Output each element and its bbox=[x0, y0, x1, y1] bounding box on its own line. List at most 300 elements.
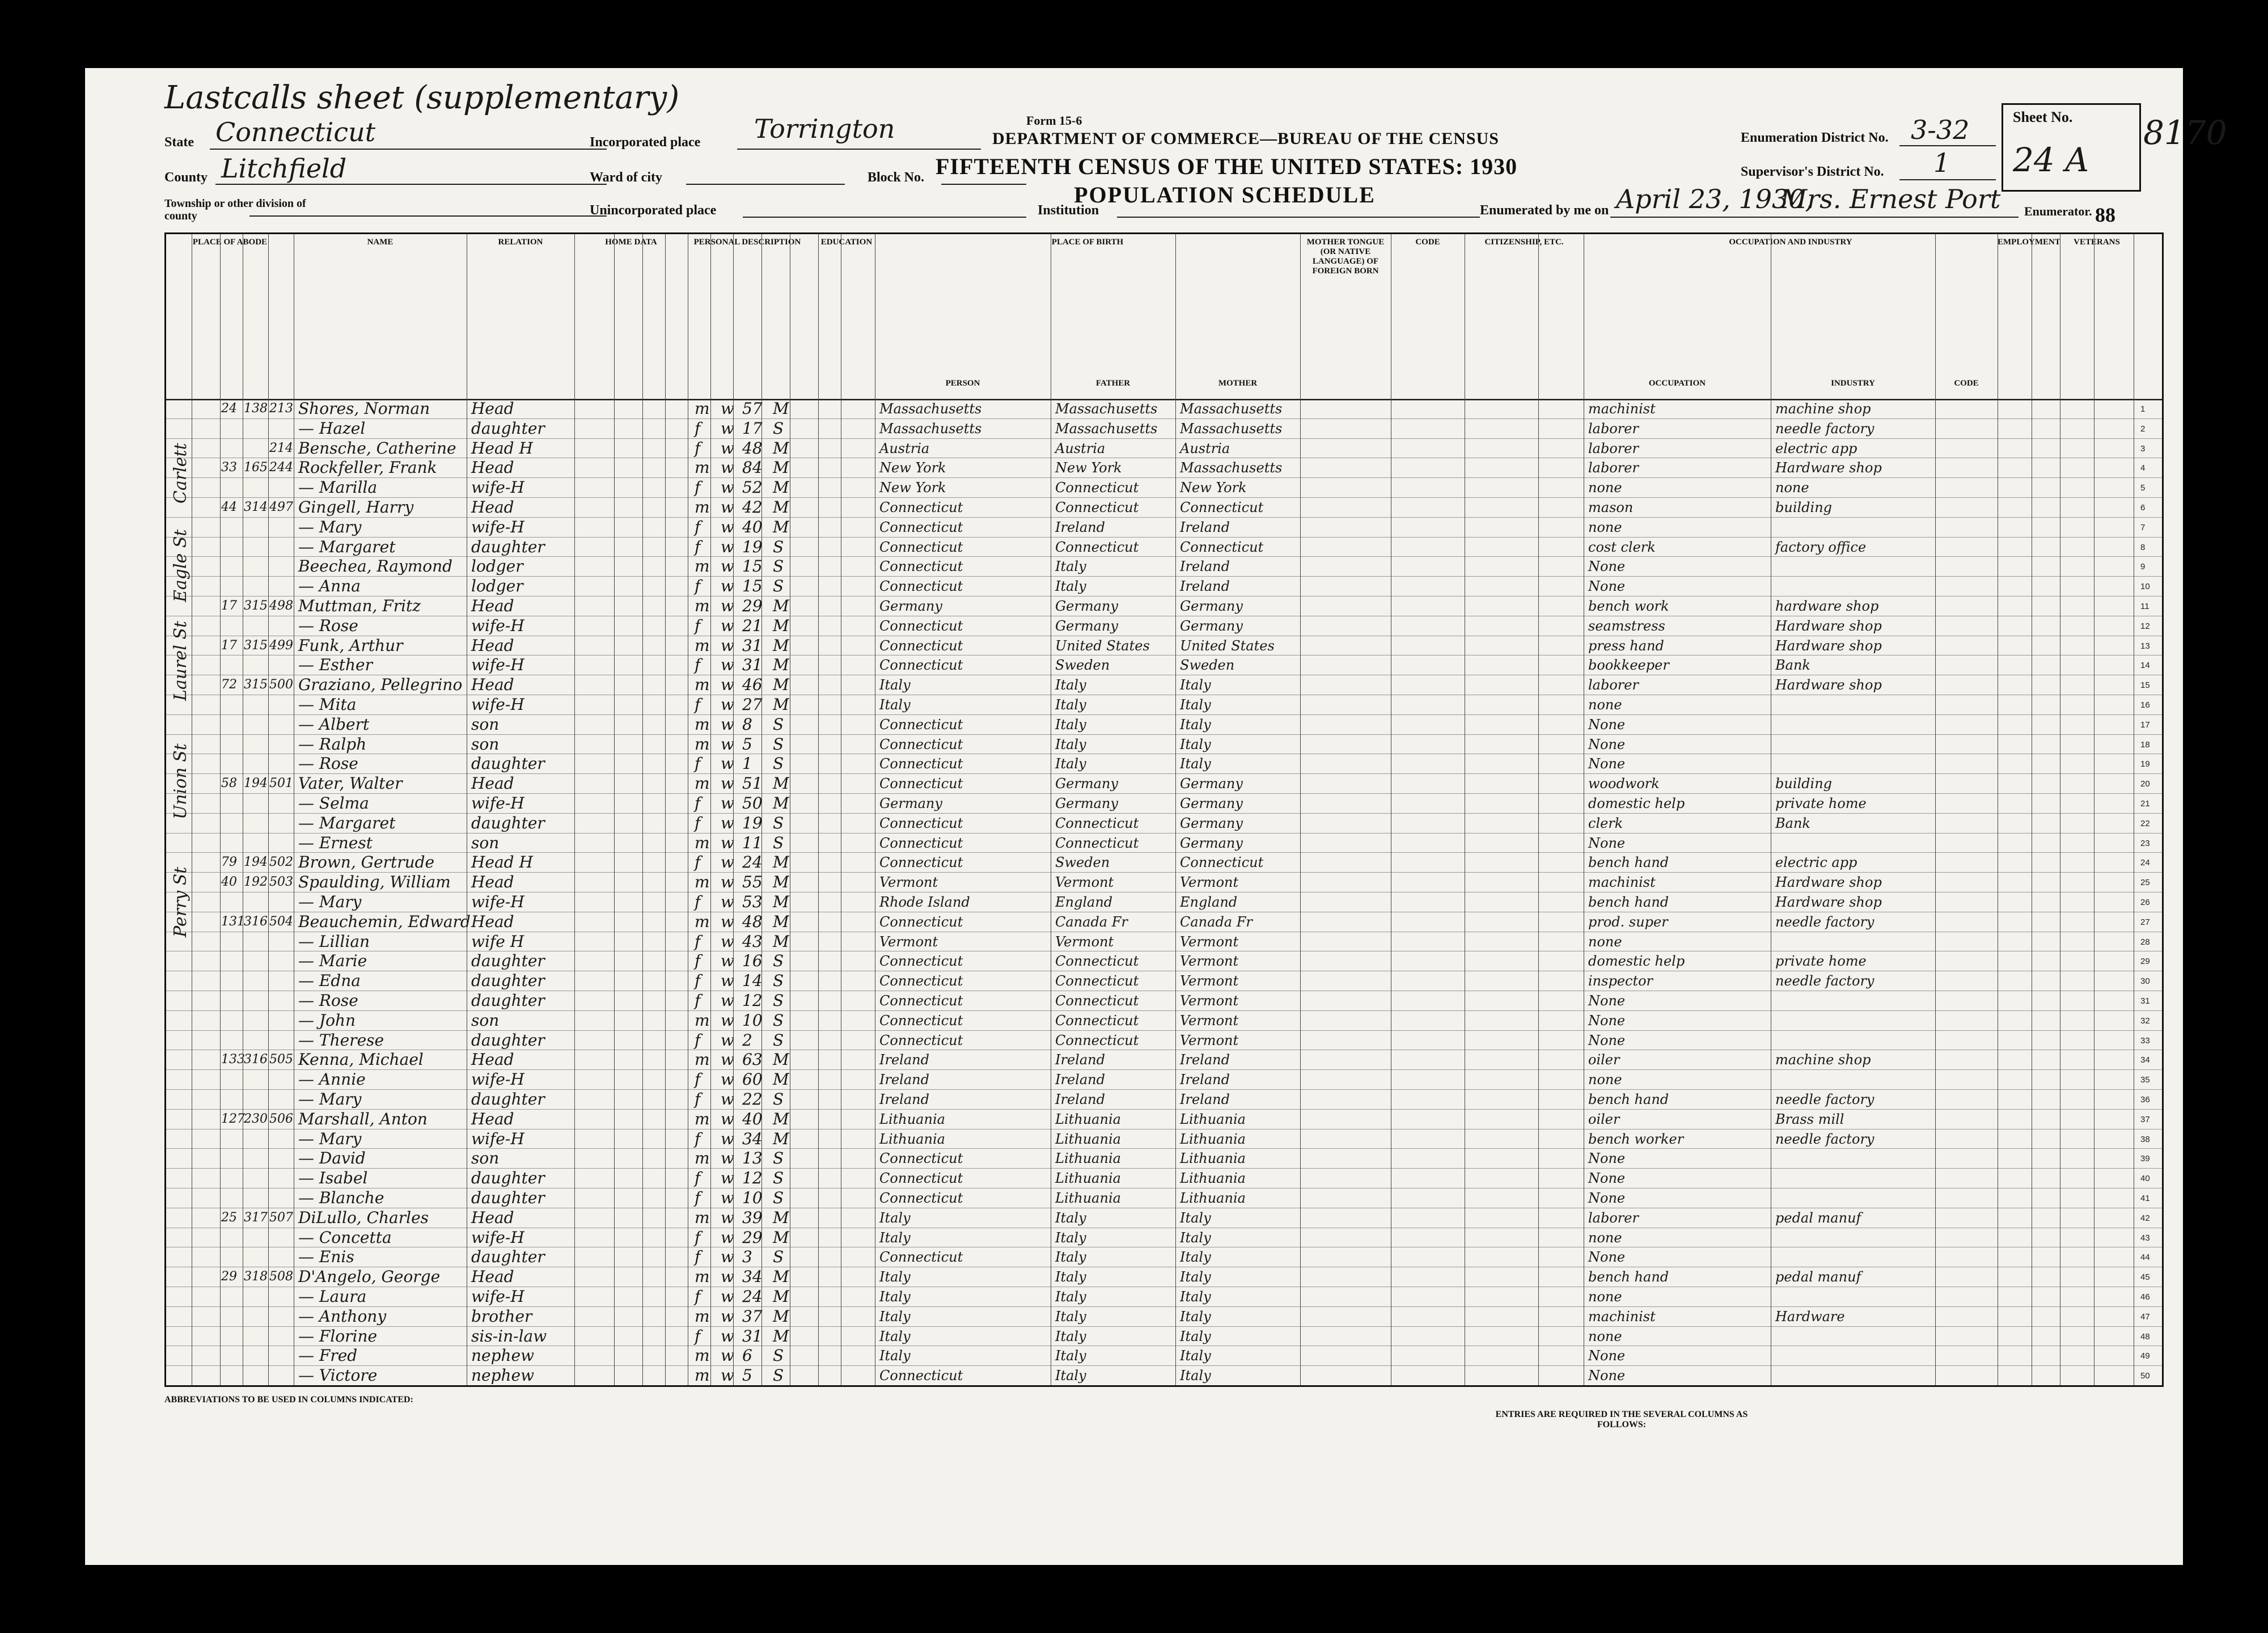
cell-mb: Italy bbox=[1180, 1269, 1211, 1285]
cell-ms: S bbox=[773, 734, 784, 754]
cell-ind: Hardware shop bbox=[1775, 894, 1882, 910]
cell-h: 131 bbox=[221, 914, 245, 929]
cell-sex: f bbox=[695, 438, 701, 458]
cell-sex: m bbox=[695, 1109, 710, 1128]
cell-ms: M bbox=[773, 399, 789, 418]
cell-ind: private home bbox=[1775, 796, 1867, 811]
cell-ind: Hardware bbox=[1775, 1308, 1845, 1325]
column-subheader: CODE bbox=[1954, 379, 1979, 388]
cell-sex: f bbox=[695, 517, 701, 536]
cell-f: 504 bbox=[269, 914, 293, 929]
cell-fb: Italy bbox=[1055, 1289, 1086, 1305]
cell-mb: Vermont bbox=[1180, 1012, 1239, 1029]
cell-name: — Mary bbox=[298, 1129, 362, 1148]
cell-occ: bench hand bbox=[1588, 894, 1669, 910]
census-title: FIFTEENTH CENSUS OF THE UNITED STATES: 1930 bbox=[936, 154, 1518, 179]
cell-sex: f bbox=[695, 754, 701, 773]
cell-ind: Hardware shop bbox=[1775, 637, 1882, 654]
cell-age: 3 bbox=[742, 1247, 752, 1267]
cell-ms: M bbox=[773, 932, 789, 951]
cell-race: w bbox=[721, 714, 734, 734]
cell-race: w bbox=[721, 1070, 734, 1089]
cell-pb: Italy bbox=[879, 697, 911, 713]
cell-f: 508 bbox=[269, 1270, 293, 1284]
cell-pb: Connecticut bbox=[879, 1150, 963, 1167]
cell-race: w bbox=[721, 873, 734, 892]
cell-ind: Brass mill bbox=[1775, 1111, 1844, 1127]
cell-rel: son bbox=[471, 734, 500, 754]
cell-race: w bbox=[721, 912, 734, 931]
cell-f: 497 bbox=[269, 500, 293, 514]
cell-race: w bbox=[721, 1050, 734, 1069]
cell-mb: Massachusetts bbox=[1180, 420, 1283, 437]
cell-race: w bbox=[721, 892, 734, 911]
cell-occ: none bbox=[1588, 697, 1622, 713]
cell-fb: Lithuania bbox=[1055, 1190, 1121, 1206]
cell-sex: m bbox=[695, 734, 710, 754]
cell-sex: f bbox=[695, 478, 701, 497]
cell-h: 79 bbox=[221, 855, 237, 870]
cell-race: w bbox=[721, 813, 734, 832]
cell-occ: laborer bbox=[1588, 420, 1639, 437]
cell-race: w bbox=[721, 1346, 734, 1365]
cell-race: w bbox=[721, 1010, 734, 1030]
cell-occ: None bbox=[1588, 756, 1626, 772]
column-rule bbox=[1175, 234, 1176, 1385]
cell-fb: Connecticut bbox=[1055, 835, 1139, 851]
cell-mb: Austria bbox=[1180, 440, 1230, 456]
supervisor-label: Supervisor's District No. bbox=[1741, 164, 1884, 179]
cell-sex: m bbox=[695, 636, 710, 655]
cell-name: — Enis bbox=[298, 1247, 354, 1267]
cell-name: — Anthony bbox=[298, 1306, 387, 1326]
cell-occ: None bbox=[1588, 578, 1626, 595]
enumerated-date: April 23, 1930, bbox=[1616, 184, 1814, 214]
cell-rel: Head bbox=[471, 1267, 514, 1287]
cell-ms: M bbox=[773, 1070, 789, 1089]
cell-rel: nephew bbox=[471, 1346, 535, 1365]
cell-name: — John bbox=[298, 1010, 356, 1030]
column-rule bbox=[1935, 234, 1936, 1385]
cell-name: Vater, Walter bbox=[298, 774, 403, 793]
table-row bbox=[166, 1010, 2162, 1011]
cell-d: 314 bbox=[244, 500, 268, 514]
cell-ind: needle factory bbox=[1775, 1092, 1875, 1107]
cell-age: 2 bbox=[742, 1030, 752, 1050]
cell-age: 24 bbox=[742, 1287, 763, 1306]
cell-sex: f bbox=[695, 695, 701, 714]
cell-name: Beechea, Raymond bbox=[298, 557, 453, 576]
cell-race: w bbox=[721, 537, 734, 556]
cell-fb: Connecticut bbox=[1055, 1032, 1139, 1048]
row-number: 49 bbox=[2140, 1351, 2150, 1361]
cell-ms: M bbox=[773, 1306, 789, 1326]
cell-d: 318 bbox=[244, 1270, 268, 1284]
column-rule bbox=[1538, 234, 1539, 1385]
cell-name: — Rose bbox=[298, 754, 358, 773]
cell-fb: Sweden bbox=[1055, 854, 1110, 871]
table-row bbox=[166, 773, 2162, 774]
cell-pb: New York bbox=[879, 460, 946, 476]
cell-mb: Connecticut bbox=[1180, 854, 1264, 871]
cell-fb: Connecticut bbox=[1055, 815, 1139, 831]
cell-mb: Massachusetts bbox=[1180, 460, 1283, 476]
cell-h: 17 bbox=[221, 599, 237, 613]
cell-pb: Connecticut bbox=[879, 1170, 963, 1187]
cell-mb: Germany bbox=[1180, 815, 1243, 831]
cell-fb: Italy bbox=[1055, 1229, 1086, 1246]
cell-pb: Connecticut bbox=[879, 913, 963, 930]
cell-rel: Head bbox=[471, 1208, 514, 1227]
cell-mb: Vermont bbox=[1180, 953, 1239, 970]
cell-ms: M bbox=[773, 1109, 789, 1128]
cell-ind: needle factory bbox=[1775, 420, 1875, 437]
cell-d: 315 bbox=[244, 638, 268, 653]
cell-sex: f bbox=[695, 537, 701, 556]
cell-pb: Italy bbox=[879, 1269, 911, 1285]
cell-race: w bbox=[721, 517, 734, 536]
cell-occ: bench worker bbox=[1588, 1131, 1684, 1147]
street-name: Carlett bbox=[171, 443, 191, 504]
cell-fb: Connecticut bbox=[1055, 973, 1139, 989]
row-number: 45 bbox=[2140, 1272, 2150, 1283]
cell-fb: Italy bbox=[1055, 1308, 1086, 1325]
cell-d: 316 bbox=[244, 914, 268, 929]
cell-race: w bbox=[721, 1287, 734, 1306]
cell-race: w bbox=[721, 1366, 734, 1385]
cell-fb: Connecticut bbox=[1055, 480, 1139, 496]
cell-f: 501 bbox=[269, 776, 293, 791]
cell-pb: Connecticut bbox=[879, 657, 963, 674]
cell-rel: daughter bbox=[471, 1030, 545, 1050]
cell-fb: Vermont bbox=[1055, 933, 1114, 950]
cell-age: 10 bbox=[742, 1010, 763, 1030]
cell-f: 506 bbox=[269, 1111, 293, 1126]
cell-rel: Head bbox=[471, 675, 514, 695]
cell-occ: seamstress bbox=[1588, 617, 1665, 634]
cell-age: 14 bbox=[742, 971, 763, 991]
cell-ms: M bbox=[773, 655, 789, 675]
cell-age: 40 bbox=[742, 1109, 763, 1128]
cell-sex: m bbox=[695, 596, 710, 615]
row-number: 31 bbox=[2140, 996, 2150, 1006]
ward-label: Ward of city bbox=[590, 170, 662, 185]
row-number: 21 bbox=[2140, 799, 2150, 809]
cell-ind: factory office bbox=[1775, 539, 1867, 555]
cell-fb: Sweden bbox=[1055, 657, 1110, 674]
row-number: 28 bbox=[2140, 937, 2150, 947]
row-number: 24 bbox=[2140, 858, 2150, 868]
cell-name: — Albert bbox=[298, 714, 370, 734]
cell-race: w bbox=[721, 655, 734, 675]
cell-race: w bbox=[721, 557, 734, 576]
cell-race: w bbox=[721, 1090, 734, 1109]
cell-occ: none bbox=[1588, 480, 1622, 496]
cell-sex: f bbox=[695, 1169, 701, 1188]
cell-occ: clerk bbox=[1588, 815, 1623, 831]
cell-age: 13 bbox=[742, 1149, 763, 1168]
row-number: 13 bbox=[2140, 641, 2150, 651]
cell-ind: private home bbox=[1775, 953, 1867, 970]
cell-name: — Ralph bbox=[298, 734, 367, 754]
cell-ms: M bbox=[773, 873, 789, 892]
cell-age: 19 bbox=[742, 537, 763, 556]
cell-h: 72 bbox=[221, 678, 237, 692]
cell-pb: Connecticut bbox=[879, 578, 963, 595]
cell-name: — Marilla bbox=[298, 478, 378, 497]
cell-mb: Vermont bbox=[1180, 973, 1239, 989]
column-rule bbox=[1300, 234, 1301, 1385]
cell-rel: wife-H bbox=[471, 1228, 524, 1247]
cell-mb: Vermont bbox=[1180, 874, 1239, 891]
cell-mb: Ireland bbox=[1180, 559, 1230, 575]
cell-occ: None bbox=[1588, 1032, 1626, 1048]
street-name: Laurel St bbox=[171, 620, 191, 701]
column-header: OCCUPATION AND INDUSTRY bbox=[1729, 238, 1852, 247]
column-rule bbox=[268, 234, 269, 1385]
cell-name: — Mita bbox=[298, 695, 357, 714]
cell-f: 503 bbox=[269, 875, 293, 890]
cell-rel: wife-H bbox=[471, 655, 524, 675]
cell-rel: wife-H bbox=[471, 695, 524, 714]
cell-age: 52 bbox=[742, 478, 763, 497]
cell-race: w bbox=[721, 971, 734, 991]
table-header bbox=[166, 234, 2162, 400]
cell-fb: Germany bbox=[1055, 617, 1118, 634]
cell-ms: S bbox=[773, 1346, 784, 1365]
row-number: 46 bbox=[2140, 1292, 2150, 1302]
cell-race: w bbox=[721, 1326, 734, 1346]
table-row bbox=[166, 734, 2162, 735]
cell-rel: daughter bbox=[471, 991, 545, 1010]
cell-occ: domestic help bbox=[1588, 796, 1685, 811]
cell-sex: m bbox=[695, 873, 710, 892]
column-header: EMPLOYMENT bbox=[1998, 238, 2060, 247]
cell-rel: Head H bbox=[471, 438, 533, 458]
column-subheader: PERSON bbox=[945, 379, 980, 388]
cell-mb: Italy bbox=[1180, 736, 1211, 752]
cell-ms: M bbox=[773, 774, 789, 793]
cell-name: — Annie bbox=[298, 1070, 366, 1089]
cell-name: Gingell, Harry bbox=[298, 498, 414, 517]
cell-pb: Ireland bbox=[879, 1072, 929, 1088]
cell-fb: Connecticut bbox=[1055, 1012, 1139, 1029]
cell-age: 5 bbox=[742, 734, 752, 754]
cell-name: — Concetta bbox=[298, 1228, 392, 1247]
cell-ms: M bbox=[773, 498, 789, 517]
cell-fb: Italy bbox=[1055, 716, 1086, 733]
cell-age: 19 bbox=[742, 813, 763, 832]
row-number: 35 bbox=[2140, 1075, 2150, 1085]
cell-pb: Lithuania bbox=[879, 1131, 945, 1147]
cell-race: w bbox=[721, 932, 734, 951]
cell-rel: wife-H bbox=[471, 892, 524, 911]
cell-fb: Ireland bbox=[1055, 1092, 1105, 1107]
cell-fb: Germany bbox=[1055, 598, 1118, 614]
cell-age: 17 bbox=[742, 418, 763, 438]
cell-race: w bbox=[721, 734, 734, 754]
cell-age: 34 bbox=[742, 1129, 763, 1148]
cell-sex: f bbox=[695, 1247, 701, 1267]
cell-age: 31 bbox=[742, 1326, 763, 1346]
cell-race: w bbox=[721, 774, 734, 793]
cell-race: w bbox=[721, 1188, 734, 1207]
abbreviations-title: ABBREVIATIONS TO BE USED IN COLUMNS INDICATED: bbox=[164, 1395, 413, 1404]
cell-occ: oiler bbox=[1588, 1052, 1620, 1068]
cell-ms: S bbox=[773, 754, 784, 773]
cell-f: 498 bbox=[269, 599, 293, 613]
page-number: 88 bbox=[2095, 204, 2115, 226]
cell-ms: S bbox=[773, 1169, 784, 1188]
cell-f: 214 bbox=[269, 441, 293, 455]
cell-race: w bbox=[721, 991, 734, 1010]
cell-race: w bbox=[721, 1169, 734, 1188]
cell-pb: Connecticut bbox=[879, 854, 963, 871]
cell-fb: Ireland bbox=[1055, 1052, 1105, 1068]
cell-pb: Germany bbox=[879, 796, 942, 811]
incorporated-value: Torrington bbox=[754, 113, 895, 144]
cell-pb: Ireland bbox=[879, 1092, 929, 1107]
cell-race: w bbox=[721, 458, 734, 477]
cell-fb: Italy bbox=[1055, 756, 1086, 772]
cell-occ: None bbox=[1588, 716, 1626, 733]
row-number: 34 bbox=[2140, 1055, 2150, 1065]
enum-district-label: Enumeration District No. bbox=[1741, 130, 1889, 145]
cell-ind: Bank bbox=[1775, 657, 1810, 674]
cell-rel: daughter bbox=[471, 418, 545, 438]
cell-age: 11 bbox=[742, 833, 763, 852]
cell-mb: Italy bbox=[1180, 677, 1211, 693]
cell-age: 42 bbox=[742, 498, 763, 517]
row-number: 27 bbox=[2140, 917, 2150, 927]
column-header: PLACE OF BIRTH bbox=[1051, 238, 1124, 247]
table-row bbox=[166, 556, 2162, 557]
cell-mb: Lithuania bbox=[1180, 1170, 1246, 1187]
cell-race: w bbox=[721, 1247, 734, 1267]
table-row bbox=[166, 1168, 2162, 1169]
cell-age: 39 bbox=[742, 1208, 763, 1227]
incorporated-label: Incorporated place bbox=[590, 135, 701, 150]
cell-fb: Vermont bbox=[1055, 874, 1114, 891]
table-row bbox=[166, 813, 2162, 814]
cell-pb: Austria bbox=[879, 440, 930, 456]
cell-name: Brown, Gertrude bbox=[298, 853, 435, 872]
cell-sex: f bbox=[695, 991, 701, 1010]
cell-race: w bbox=[721, 833, 734, 852]
cell-pb: Connecticut bbox=[879, 835, 963, 851]
row-number: 50 bbox=[2140, 1371, 2150, 1381]
row-number: 37 bbox=[2140, 1114, 2150, 1124]
cell-sex: f bbox=[695, 932, 701, 951]
cell-ind: needle factory bbox=[1775, 913, 1875, 930]
cell-age: 29 bbox=[742, 1228, 763, 1247]
cell-occ: none bbox=[1588, 1072, 1622, 1088]
cell-rel: Head H bbox=[471, 853, 533, 872]
row-number: 41 bbox=[2140, 1194, 2150, 1203]
row-number: 44 bbox=[2140, 1253, 2150, 1263]
column-rule bbox=[818, 234, 819, 1385]
table-row bbox=[166, 714, 2162, 715]
cell-age: 12 bbox=[742, 1169, 763, 1188]
cell-pb: Connecticut bbox=[879, 756, 963, 772]
cell-ms: M bbox=[773, 892, 789, 911]
table-row bbox=[166, 497, 2162, 498]
cell-h: 127 bbox=[221, 1111, 245, 1126]
cell-occ: press hand bbox=[1588, 637, 1664, 654]
cell-pb: Connecticut bbox=[879, 815, 963, 831]
column-header: VETERANS bbox=[2074, 238, 2120, 247]
enumerated-label: Enumerated by me on bbox=[1480, 203, 1609, 218]
cell-rel: daughter bbox=[471, 813, 545, 832]
cell-pb: Connecticut bbox=[879, 1190, 963, 1206]
cell-fb: Connecticut bbox=[1055, 500, 1139, 515]
cell-age: 16 bbox=[742, 951, 763, 971]
cell-age: 63 bbox=[742, 1050, 763, 1069]
cell-race: w bbox=[721, 695, 734, 714]
cell-ms: M bbox=[773, 636, 789, 655]
cell-rel: Head bbox=[471, 399, 514, 418]
cell-race: w bbox=[721, 675, 734, 695]
cell-pb: Connecticut bbox=[879, 973, 963, 989]
cell-age: 15 bbox=[742, 577, 763, 596]
cell-d: 194 bbox=[244, 855, 268, 870]
row-number: 22 bbox=[2140, 818, 2150, 828]
table-row bbox=[166, 833, 2162, 834]
cell-race: w bbox=[721, 951, 734, 971]
cell-sex: m bbox=[695, 1366, 710, 1385]
cell-fb: Italy bbox=[1055, 1368, 1086, 1384]
cell-occ: none bbox=[1588, 933, 1622, 950]
column-rule bbox=[642, 234, 643, 1385]
cell-race: w bbox=[721, 1149, 734, 1168]
cell-mb: Lithuania bbox=[1180, 1131, 1246, 1147]
cell-ms: S bbox=[773, 1149, 784, 1168]
instructions-footer bbox=[164, 1389, 2160, 1537]
column-subheader: OCCUPATION bbox=[1648, 379, 1706, 388]
cell-mb: Massachusetts bbox=[1180, 401, 1283, 417]
cell-fb: Italy bbox=[1055, 1249, 1086, 1266]
cell-sex: f bbox=[695, 577, 701, 596]
cell-occ: woodwork bbox=[1588, 776, 1660, 792]
cell-rel: wife-H bbox=[471, 1070, 524, 1089]
cell-occ: domestic help bbox=[1588, 953, 1685, 970]
cell-d: 192 bbox=[244, 875, 268, 890]
cell-mb: Italy bbox=[1180, 1368, 1211, 1384]
cell-occ: bench hand bbox=[1588, 854, 1669, 871]
row-number: 48 bbox=[2140, 1331, 2150, 1342]
cell-pb: Italy bbox=[879, 1289, 911, 1305]
cell-sex: f bbox=[695, 951, 701, 971]
cell-name: Beauchemin, Edward bbox=[298, 912, 471, 931]
state-label: State bbox=[164, 135, 194, 150]
cell-name: Funk, Arthur bbox=[298, 636, 403, 655]
cell-sex: f bbox=[695, 1188, 701, 1207]
row-number: 8 bbox=[2140, 542, 2146, 552]
cell-name: — Margaret bbox=[298, 537, 396, 556]
column-subheader: MOTHER bbox=[1218, 379, 1258, 388]
cell-fb: Italy bbox=[1055, 1328, 1086, 1344]
cell-ms: S bbox=[773, 1030, 784, 1050]
cell-fb: Ireland bbox=[1055, 519, 1105, 535]
cell-occ: None bbox=[1588, 1190, 1626, 1206]
row-number: 9 bbox=[2140, 562, 2146, 572]
institution-label: Institution bbox=[1038, 203, 1099, 218]
cell-fb: Austria bbox=[1055, 440, 1106, 456]
cell-rel: wife-H bbox=[471, 616, 524, 635]
township-label: Township or other division of county bbox=[164, 197, 306, 222]
cell-rel: Head bbox=[471, 912, 514, 931]
cell-ms: M bbox=[773, 1267, 789, 1287]
